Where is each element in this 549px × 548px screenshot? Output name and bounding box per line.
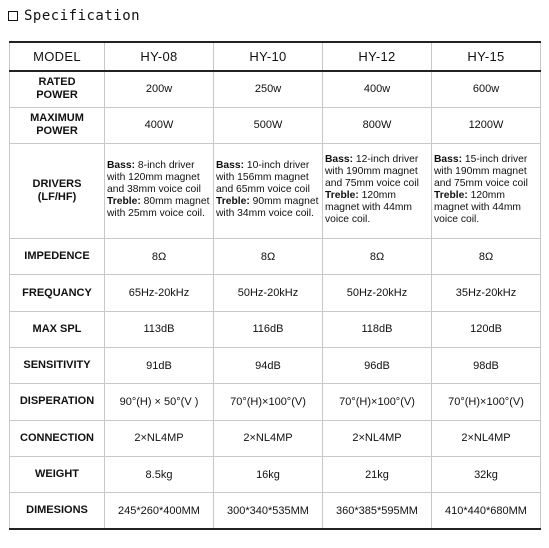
- table-cell: 1200W: [432, 107, 541, 143]
- driver-cell: Bass: 15-inch driver with 190mm magnet and 75mm voice coil Treble: 120mm magnet with 44mm voice coil.: [432, 144, 541, 239]
- driver-cell: Bass: 12-inch driver with 190mm magnet and 75mm voice coil Treble: 120mm magnet with 44mm voice coil.: [323, 144, 432, 239]
- table-cell: 8Ω: [105, 239, 214, 275]
- header-model-label: MODEL: [10, 42, 105, 71]
- table-cell: 96dB: [323, 347, 432, 383]
- table-cell: 200w: [105, 71, 214, 107]
- table-cell: 2×NL4MP: [105, 420, 214, 456]
- table-cell: 90°(H) × 50°(V ): [105, 384, 214, 420]
- table-cell: 32kg: [432, 456, 541, 492]
- table-cell: 8Ω: [432, 239, 541, 275]
- table-header-row: [10, 42, 541, 71]
- table-cell: 2×NL4MP: [432, 420, 541, 456]
- row-label: DIMESIONS: [10, 493, 105, 529]
- header-model: HY-08: [105, 42, 214, 71]
- table-cell: 600w: [432, 71, 541, 107]
- row-label: FREQUANCY: [10, 275, 105, 311]
- table-cell: 2×NL4MP: [323, 420, 432, 456]
- table-cell: 35Hz-20kHz: [432, 275, 541, 311]
- row-label: MAX SPL: [10, 311, 105, 347]
- table-row: [10, 71, 541, 107]
- table-cell: 70°(H)×100°(V): [432, 384, 541, 420]
- table-row: [10, 384, 541, 420]
- section-title: Specification: [24, 8, 141, 24]
- driver-cell: Bass: 8-inch driver with 120mm magnet and 38mm voice coil Treble: 80mm magnet with 25mm voice coil.: [105, 144, 214, 239]
- row-label: MAXIMUM POWER: [10, 107, 105, 143]
- row-label: IMPEDENCE: [10, 239, 105, 275]
- table-cell: 300*340*535MM: [214, 493, 323, 529]
- table-cell: 113dB: [105, 311, 214, 347]
- table-cell: 16kg: [214, 456, 323, 492]
- row-label: RATED POWER: [10, 71, 105, 107]
- table-row: [10, 347, 541, 383]
- table-row: [10, 107, 541, 143]
- table-cell: 94dB: [214, 347, 323, 383]
- table-cell: 116dB: [214, 311, 323, 347]
- header-model: HY-12: [323, 42, 432, 71]
- table-cell: 8.5kg: [105, 456, 214, 492]
- table-cell: 21kg: [323, 456, 432, 492]
- header-model: HY-15: [432, 42, 541, 71]
- table-cell: 91dB: [105, 347, 214, 383]
- table-row: [10, 239, 541, 275]
- table-cell: 65Hz-20kHz: [105, 275, 214, 311]
- table-row: [10, 493, 541, 529]
- driver-cell: Bass: 10-inch driver with 156mm magnet and 65mm voice coil Treble: 90mm magnet with 34mm voice coil.: [214, 144, 323, 239]
- table-cell: 8Ω: [323, 239, 432, 275]
- section-heading: [8, 6, 140, 26]
- table-cell: 98dB: [432, 347, 541, 383]
- row-label: WEIGHT: [10, 456, 105, 492]
- header-model: HY-10: [214, 42, 323, 71]
- table-cell: 70°(H)×100°(V): [214, 384, 323, 420]
- table-cell: 800W: [323, 107, 432, 143]
- table-cell: 118dB: [323, 311, 432, 347]
- table-cell: 410*440*680MM: [432, 493, 541, 529]
- checkbox-square-icon: [8, 11, 18, 21]
- row-label: DISPERATION: [10, 384, 105, 420]
- specification-table: [9, 41, 541, 530]
- table-row: [10, 311, 541, 347]
- table-row: [10, 275, 541, 311]
- table-cell: 70°(H)×100°(V): [323, 384, 432, 420]
- table-cell: 400W: [105, 107, 214, 143]
- table-cell: 8Ω: [214, 239, 323, 275]
- table-row: [10, 144, 541, 239]
- row-label: SENSITIVITY: [10, 347, 105, 383]
- row-label: DRIVERS (LF/HF): [10, 144, 105, 239]
- table-cell: 120dB: [432, 311, 541, 347]
- table-cell: 50Hz-20kHz: [323, 275, 432, 311]
- table-cell: 500W: [214, 107, 323, 143]
- table-row: [10, 456, 541, 492]
- table-cell: 250w: [214, 71, 323, 107]
- table-cell: 400w: [323, 71, 432, 107]
- table-cell: 50Hz-20kHz: [214, 275, 323, 311]
- table-cell: 245*260*400MM: [105, 493, 214, 529]
- table-cell: 360*385*595MM: [323, 493, 432, 529]
- row-label: CONNECTION: [10, 420, 105, 456]
- table-cell: 2×NL4MP: [214, 420, 323, 456]
- table-row: [10, 420, 541, 456]
